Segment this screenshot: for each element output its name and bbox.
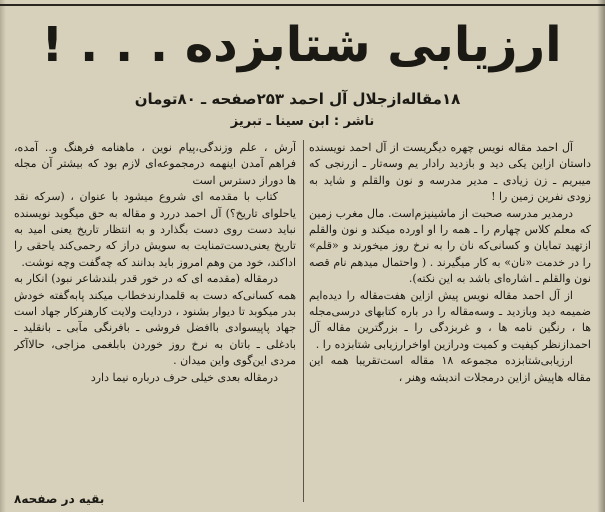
paragraph: آل احمد مقاله نویس چهره دیگریست از آل احمد نویسنده داستان ازاین یکی دید و بازدید رادار یم وسه‌تار ـ ازرنجی که میبریم ـ زن زیادی ـ مدیر مدرسه و نون والقلم و شاید به زودی نفرین زمین را ! (309, 141, 591, 204)
paragraph: ارزیابی‌شتابزده مجموعه ۱۸ مقاله است‌تقریبا همه این مقاله هاپیش ازاین درمجلات اندیشه وهنر ، (309, 354, 591, 384)
page-edge-left (0, 0, 6, 512)
article-column-left (14, 140, 296, 502)
publisher-line: ناشر : ابن سینا ـ تبریز (230, 114, 375, 129)
paragraph: درمقاله بعدی خیلی حرف درباره نیما دارد (90, 370, 278, 384)
book-info-line: ۱۸مقاله‌ازجلال آل احمد ۲۵۳صفحه ـ ۸۰تومان (134, 90, 461, 108)
paragraph: آرش ، علم وزندگی،پیام نوین ، ماهنامه فرهنگ و.. آمده، فراهم آمدن اینهمه درمجموعه‌ای لازم بود که بیشتر آن مجله ها دوراز دسترس است (14, 141, 296, 187)
paragraph: کتاب با مقدمه ای شروع میشود با عنوان ، (سرکه نقد یاحلوای تاریخ؟) آل احمد دررد و مقاله به حق میگوید نویسنده نباید دست روی دست بگذارد و به انتظار تاریخ یعنی امید به تاریخ یعنی‌دست‌تمنایت به سویش دراز که رحمی‌کند یاحقی را اداکند، خود من وهم امروز باید بدانند که چه‌گفت وچه نوشت. (14, 190, 296, 269)
page-edge-right (597, 0, 605, 512)
column-divider (303, 140, 304, 502)
paragraph: از آل احمد مقاله نویس پیش ازاین هفت‌مقاله را دیده‌ایم ضمیمه دید وبازدید ـ وسه‌مقاله را در باره کتابهای درسی‌مجله ها ، رنگین نامه ها ، و غربزدگی را ـ بزرگترین مقاله آل احمدازنظر کیفیت و کمیت ودرازین اواخرارزیابی شتابزده را . (309, 288, 591, 351)
article-column-right (309, 140, 591, 502)
article-headline: ارزیابی شتابزده . . . ! (41, 17, 562, 73)
continued-on-page-label: بقیه در صفحه۸ (14, 492, 105, 506)
paragraph: درمقاله (مقدمه ای که در خور قدر بلندشاعر نبود) انکار به همه کسانی‌که دست به قلمدارندخطاب میکند پابه‌گفته خودش بدر میکوبد تا دیوار بشنود ، دردایت ولایت کارهنرکار جهاد است جهاد پاپیسوادی باافضل فروشی ـ بافرنگی مآبی ـ بانقلید ـ بادغلی ـ باتان به نرخ روز خوردن بابلغمی مزاجی، حالاآکر مردی این‌گوی واین میدان . (14, 272, 296, 368)
paragraph: درمدیر مدرسه صحبت از ماشینیزم‌است. مال مغرب زمین که معلم کلاس چهارم را ـ همه را او اورده میکند و نون والقلم ازتهید تمایان و کسانی‌که نان را به نرخ روز میخورند و «قلم» را در خدمت «نان» به کار میگیرند . ( واحتمال میدهم نام قصه نون والقلم ـ اشاره‌ای باشد به این نکته). (309, 206, 591, 286)
top-rule (0, 4, 605, 6)
